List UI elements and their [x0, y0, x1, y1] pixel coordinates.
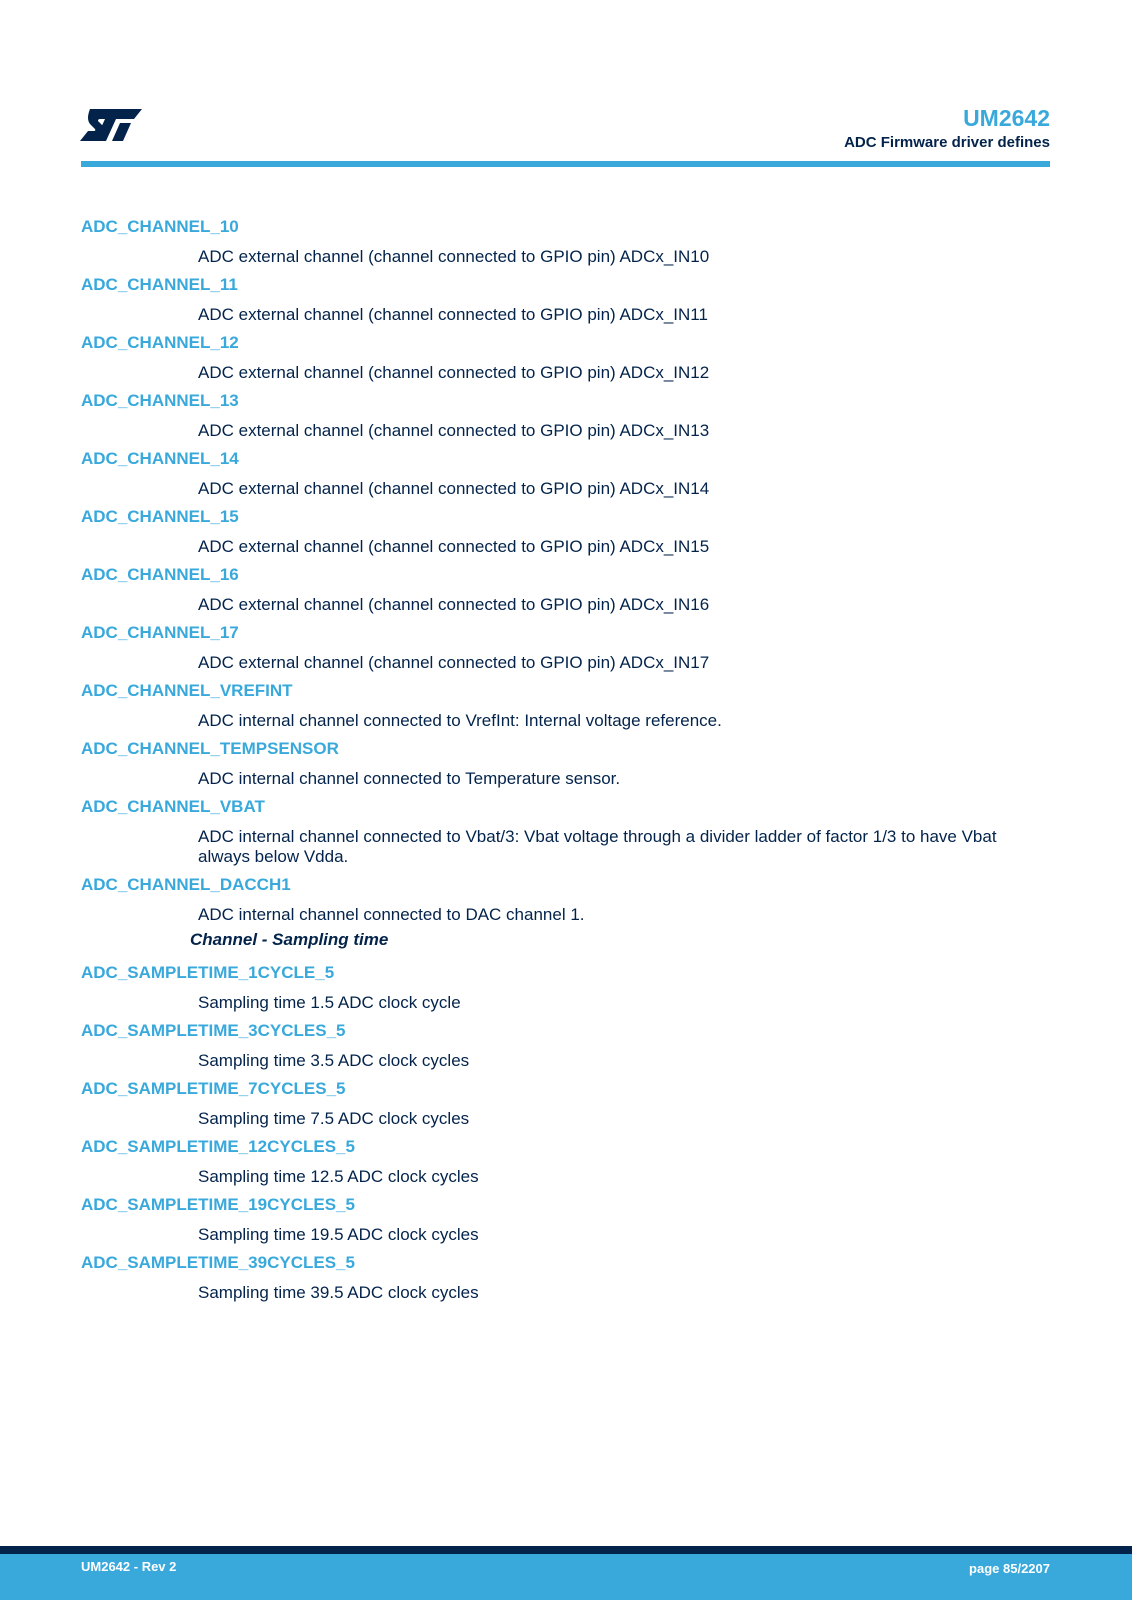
define-description: Sampling time 1.5 ADC clock cycle	[198, 993, 461, 1012]
define-description: ADC external channel (channel connected to GPIO pin) ADCx_IN16	[198, 595, 710, 614]
define-description: ADC internal channel connected to Temperature sensor.	[198, 769, 621, 788]
define-entry	[81, 333, 1050, 383]
define-name: ADC_SAMPLETIME_1CYCLE_5	[81, 963, 335, 982]
define-entry	[81, 1137, 1050, 1187]
footer-rule	[0, 1546, 1132, 1554]
define-description: Sampling time 12.5 ADC clock cycles	[198, 1167, 479, 1186]
define-description: ADC external channel (channel connected to GPIO pin) ADCx_IN10	[198, 247, 710, 266]
define-entry	[81, 507, 1050, 557]
define-name: ADC_CHANNEL_VBAT	[81, 797, 265, 816]
define-entry	[81, 449, 1050, 499]
define-entry	[81, 1079, 1050, 1129]
define-description: ADC internal channel connected to VrefInt: Internal voltage reference.	[198, 711, 722, 730]
define-description: ADC external channel (channel connected to GPIO pin) ADCx_IN11	[198, 305, 708, 324]
define-name: ADC_CHANNEL_VREFINT	[81, 681, 293, 700]
define-entry	[81, 275, 1050, 325]
define-name: ADC_CHANNEL_15	[81, 507, 239, 526]
define-name: ADC_SAMPLETIME_7CYCLES_5	[81, 1079, 346, 1098]
define-entry	[81, 1253, 1050, 1303]
define-name: ADC_CHANNEL_12	[81, 333, 239, 352]
define-name: ADC_CHANNEL_13	[81, 391, 239, 410]
define-description: ADC external channel (channel connected to GPIO pin) ADCx_IN12	[198, 363, 710, 382]
define-entry	[81, 217, 1050, 267]
define-name: ADC_CHANNEL_TEMPSENSOR	[81, 739, 339, 758]
define-description: ADC internal channel connected to DAC channel 1.	[198, 905, 585, 924]
define-entry	[81, 391, 1050, 441]
define-description: ADC external channel (channel connected to GPIO pin) ADCx_IN17	[198, 653, 710, 672]
define-entry	[81, 1195, 1050, 1245]
define-description: ADC external channel (channel connected to GPIO pin) ADCx_IN13	[198, 421, 710, 440]
document-id: UM2642	[963, 105, 1050, 131]
define-entry	[81, 565, 1050, 615]
define-entry	[81, 963, 1050, 1013]
define-name: ADC_SAMPLETIME_39CYCLES_5	[81, 1253, 355, 1272]
define-name: ADC_CHANNEL_11	[81, 275, 238, 294]
define-entry	[81, 739, 1050, 789]
define-entry	[81, 875, 1050, 925]
section-title: ADC Firmware driver defines	[844, 134, 1050, 151]
define-description: ADC external channel (channel connected to GPIO pin) ADCx_IN14	[198, 479, 710, 498]
define-name: ADC_SAMPLETIME_19CYCLES_5	[81, 1195, 355, 1214]
define-entry	[81, 623, 1050, 673]
st-logo-icon	[80, 108, 142, 142]
define-name: ADC_SAMPLETIME_12CYCLES_5	[81, 1137, 355, 1156]
define-description: ADC external channel (channel connected to GPIO pin) ADCx_IN15	[198, 537, 710, 556]
group-heading: Channel - Sampling time	[190, 930, 389, 949]
define-name: ADC_CHANNEL_DACCH1	[81, 875, 291, 894]
define-name: ADC_SAMPLETIME_3CYCLES_5	[81, 1021, 346, 1040]
defines-list	[81, 217, 1050, 1311]
page-number: page 85/2207	[969, 1561, 1050, 1576]
define-name: ADC_CHANNEL_16	[81, 565, 239, 584]
define-entry	[81, 797, 1050, 867]
define-entry	[81, 1021, 1050, 1071]
header-rule	[81, 161, 1050, 167]
define-description: ADC internal channel connected to Vbat/3: Vbat voltage through a divider ladder of factor 1/3 to have Vbat always below Vdda.	[198, 827, 997, 866]
define-name: ADC_CHANNEL_17	[81, 623, 239, 642]
define-description: Sampling time 3.5 ADC clock cycles	[198, 1051, 470, 1070]
document-revision: UM2642 - Rev 2	[81, 1559, 177, 1574]
define-description: Sampling time 7.5 ADC clock cycles	[198, 1109, 470, 1128]
define-name: ADC_CHANNEL_14	[81, 449, 239, 468]
define-description: Sampling time 19.5 ADC clock cycles	[198, 1225, 479, 1244]
define-description: Sampling time 39.5 ADC clock cycles	[198, 1283, 479, 1302]
define-entry	[81, 681, 1050, 731]
define-name: ADC_CHANNEL_10	[81, 217, 239, 236]
